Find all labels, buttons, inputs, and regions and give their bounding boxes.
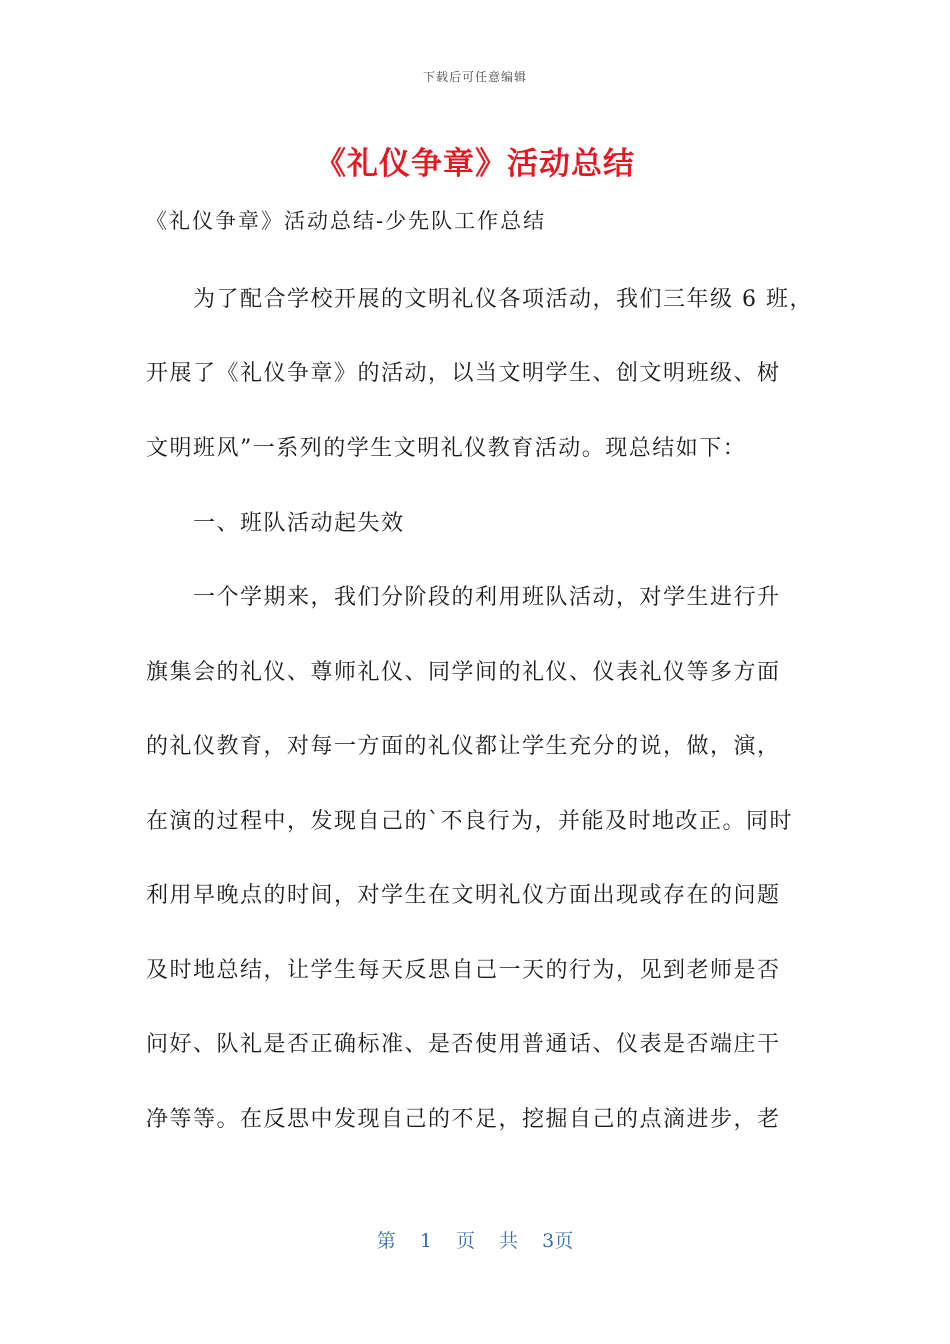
paragraph-line: 开展了《礼仪争章》的活动，以当文明学生、创文明班级、树 xyxy=(146,361,781,386)
document-subtitle: 《礼仪争章》活动总结-少先队工作总结 xyxy=(146,209,547,233)
page-label-total: 共 xyxy=(499,1230,519,1252)
paragraph-line: 的礼仪教育，对每一方面的礼仪都让学生充分的说，做，演， xyxy=(146,734,781,759)
current-page-number: 1 xyxy=(419,1230,432,1252)
document-title: 《礼仪争章》活动总结 xyxy=(315,146,635,182)
paragraph-line: 旗集会的礼仪、尊师礼仪、同学间的礼仪、仪表礼仪等多方面 xyxy=(146,660,781,685)
header-note: 下载后可任意编辑 xyxy=(422,70,527,84)
paragraph-line: 净等等。在反思中发现自己的不足，挖掘自己的点滴进步，老 xyxy=(146,1107,781,1132)
paragraph-line: 在演的过程中，发现自己的`不良行为，并能及时地改正。同时 xyxy=(146,809,794,834)
paragraph-line: 问好、队礼是否正确标准、是否使用普通话、仪表是否端庄干 xyxy=(146,1032,781,1057)
paragraph-line: 为了配合学校开展的文明礼仪各项活动，我们三年级 6 班， xyxy=(193,287,813,312)
paragraph-line: 文明班风”一系列的学生文明礼仪教育活动。现总结如下： xyxy=(146,436,747,461)
page-label-prefix: 第 xyxy=(376,1230,396,1252)
page-label-mid: 页 xyxy=(455,1230,475,1252)
paragraph-line: 利用早晚点的时间，对学生在文明礼仪方面出现或存在的问题 xyxy=(146,883,781,908)
total-pages: 3页 xyxy=(542,1230,574,1252)
paragraph-line: 一个学期来，我们分阶段的利用班队活动，对学生进行升 xyxy=(193,585,781,610)
page-footer xyxy=(0,1226,950,1253)
section-heading: 一、班队活动起失效 xyxy=(193,511,405,536)
paragraph-line: 及时地总结，让学生每天反思自己一天的行为，见到老师是否 xyxy=(146,958,781,983)
